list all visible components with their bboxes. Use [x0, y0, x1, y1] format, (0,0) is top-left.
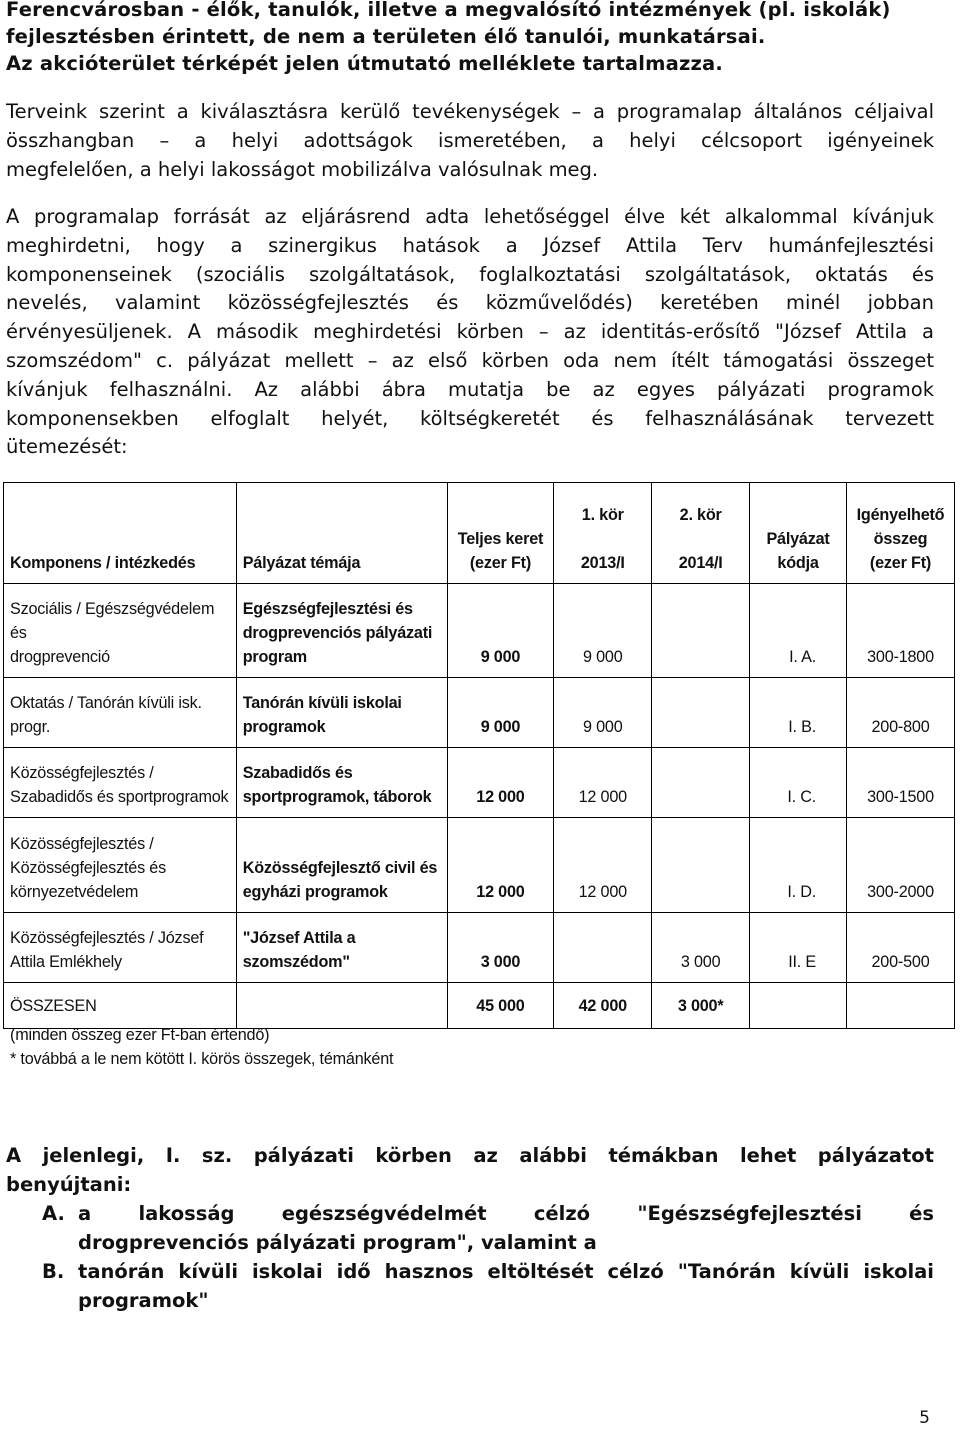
total-round1: 42 000	[554, 983, 652, 1029]
cell-code: I. A.	[750, 584, 847, 678]
topic-line: a lakosság egészségvédelmét célzó "Egészségfejlesztési és	[78, 1202, 934, 1225]
header-total: Teljes keret (ezer Ft)	[447, 483, 554, 584]
cell-total: 12 000	[447, 818, 554, 913]
cell-component: Közösségfejlesztés / Szabadidős és sportprogramok	[4, 748, 237, 818]
paragraph-line: ütemezését:	[6, 435, 128, 459]
cell-round2	[652, 818, 750, 913]
note-line: (minden összeg ezer Ft-ban értendő)	[10, 1026, 270, 1044]
call-intro-line: A jelenlegi, I. sz. pályázati körben az alábbi témákban lehet pályázatot	[6, 1144, 934, 1167]
paragraph-line: kívánjuk felhasználni. Az alábbi ábra mutatja be az egyes pályázati programok	[6, 377, 934, 401]
intro-bold-text	[6, 0, 934, 77]
intro-line: fejlesztésben érintett, de nem a területen élő tanulói, munkatársai.	[6, 25, 766, 48]
paragraph-line: megfelelően, a helyi lakosságot mobilizálva valósulnak meg.	[6, 157, 599, 181]
paragraph-line: komponenseinek (szociális szolgáltatások, foglalkoztatási szolgáltatások, oktatás és	[6, 262, 934, 286]
cell-component: Szociális / Egészségvédelem és drogprevenció	[4, 584, 237, 678]
cell-code: I. D.	[750, 818, 847, 913]
cell-amount: 200-500	[847, 913, 955, 983]
cell-theme: Egészségfejlesztési és drogprevenciós pályázati program	[236, 584, 447, 678]
cell-amount: 300-1500	[847, 748, 955, 818]
cell-theme: Közösségfejlesztő civil és egyházi programok	[236, 818, 447, 913]
paragraph-line: érvényesüljenek. A második meghirdetési körben – az identitás-erősítő "József Attila a	[6, 320, 934, 344]
header-code: Pályázat kódja	[750, 483, 847, 584]
cell-total: 9 000	[447, 584, 554, 678]
total-round2: 3 000*	[652, 983, 750, 1029]
cell-theme: "József Attila a szomszédom"	[236, 913, 447, 983]
total-blank	[236, 983, 447, 1029]
paragraph-line: A programalap forrását az eljárásrend adta lehetőséggel élve két alkalommal kívánjuk	[6, 205, 934, 228]
header-round1: 1. kör 2013/I	[554, 483, 652, 584]
table-row	[4, 584, 955, 678]
cell-component: Közösségfejlesztés / József Attila Emlékhely	[4, 913, 237, 983]
header-amount: Igényelhető összeg (ezer Ft)	[847, 483, 955, 584]
cell-round2	[652, 584, 750, 678]
topic-marker: B.	[42, 1260, 65, 1283]
table-row	[4, 678, 955, 748]
total-label: ÖSSZESEN	[4, 983, 237, 1029]
paragraph-line: nevelés, valamint közösségfejlesztés és közművelődés) keretében minél jobban	[6, 291, 934, 315]
cell-round2: 3 000	[652, 913, 750, 983]
cell-theme: Szabadidős és sportprogramok, táborok	[236, 748, 447, 818]
page-number: 5	[919, 1408, 930, 1428]
paragraph-funding	[6, 203, 934, 462]
cell-code: I. C.	[750, 748, 847, 818]
table-row	[4, 818, 955, 913]
paragraph-plans	[6, 98, 934, 184]
cell-code: II. E	[750, 913, 847, 983]
header-component: Komponens / intézkedés	[4, 483, 237, 584]
paragraph-line: szomszédom" c. pályázat mellett – az első körben oda nem ítélt támogatási összeget	[6, 348, 934, 372]
topic-line: drogprevenciós pályázati program", valamint a	[78, 1231, 597, 1254]
cell-round2	[652, 678, 750, 748]
table-header-row	[4, 483, 955, 584]
cell-total: 12 000	[447, 748, 554, 818]
cell-amount: 200-800	[847, 678, 955, 748]
note-line: * továbbá a le nem kötött I. körös összegek, témánként	[10, 1050, 394, 1068]
cell-amount: 300-1800	[847, 584, 955, 678]
call-intro-line: benyújtani:	[6, 1173, 132, 1196]
cell-theme: Tanórán kívüli iskolai programok	[236, 678, 447, 748]
paragraph-line: komponensekben elfoglalt helyét, költségkeretét és felhasználásának tervezett	[6, 406, 934, 430]
topic-item-b	[6, 1257, 934, 1315]
paragraph-line: meghirdetni, hogy a szinergikus hatások a József Attila Terv humánfejlesztési	[6, 233, 934, 257]
total-total: 45 000	[447, 983, 554, 1029]
cell-total: 3 000	[447, 913, 554, 983]
topic-line: programok"	[78, 1289, 209, 1312]
cell-amount: 300-2000	[847, 818, 955, 913]
table-row	[4, 748, 955, 818]
intro-line: Ferencvárosban - élők, tanulók, illetve a megvalósító intézmények (pl. iskolák)	[6, 0, 891, 21]
topic-marker: A.	[42, 1202, 65, 1225]
call-topics	[6, 1141, 934, 1315]
table-row	[4, 913, 955, 983]
total-code-blank	[750, 983, 847, 1029]
cell-round1	[554, 913, 652, 983]
cell-total: 9 000	[447, 678, 554, 748]
topic-line: tanórán kívüli iskolai idő hasznos eltöltését célzó "Tanórán kívüli iskolai	[78, 1260, 934, 1283]
cell-component: Oktatás / Tanórán kívüli isk. progr.	[4, 678, 237, 748]
header-theme: Pályázat témája	[236, 483, 447, 584]
cell-round1: 9 000	[554, 678, 652, 748]
cell-round1: 12 000	[554, 818, 652, 913]
cell-round1: 12 000	[554, 748, 652, 818]
topic-item-a	[6, 1199, 934, 1257]
paragraph-line: összhangban – a helyi adottságok ismeretében, a helyi célcsoport igényeinek	[6, 128, 934, 152]
program-table	[3, 482, 955, 1029]
paragraph-line: Terveink szerint a kiválasztásra kerülő tevékenységek – a programalap általános céljaival	[6, 100, 934, 123]
cell-component: Közösségfejlesztés / Közösségfejlesztés és környezetvédelem	[4, 818, 237, 913]
cell-round1: 9 000	[554, 584, 652, 678]
table-notes	[10, 1023, 393, 1071]
header-round2: 2. kör 2014/I	[652, 483, 750, 584]
table-total-row	[4, 983, 955, 1029]
intro-line: Az akcióterület térképét jelen útmutató melléklete tartalmazza.	[6, 52, 724, 75]
cell-code: I. B.	[750, 678, 847, 748]
cell-round2	[652, 748, 750, 818]
total-amount-blank	[847, 983, 955, 1029]
